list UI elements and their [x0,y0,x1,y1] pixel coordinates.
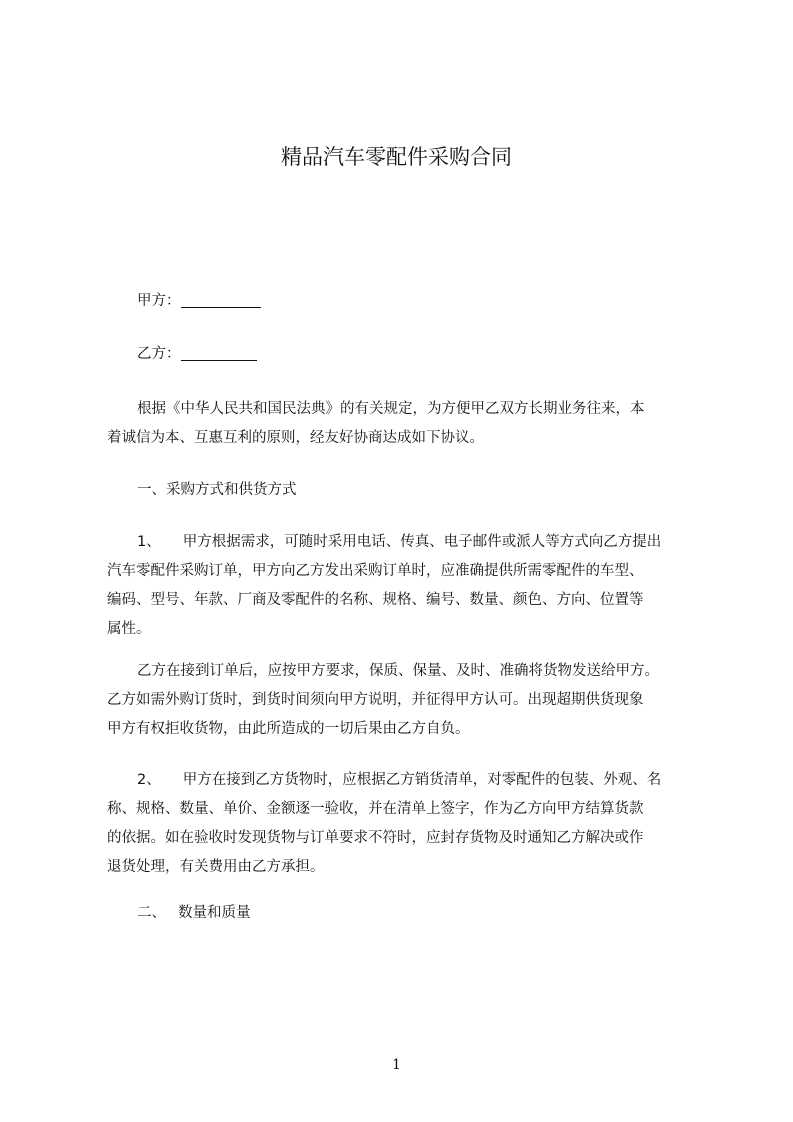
section-number: 二、 [137,905,166,921]
clause-2-paragraph [107,766,713,882]
clause-number: 1、 [137,534,161,550]
clause-line: 的依据。如在验收时发现货物与订单要求不符时，应封存货物及时通知乙方解决或作 [107,830,644,846]
page-number: 1 [392,1057,401,1073]
preamble-line: 着诚信为本、互惠互利的原则，经友好协商达成如下协议。 [107,430,484,446]
party-b-label: 乙方： [137,346,181,362]
party-b-blank [181,344,257,361]
section-heading-text: 数量和质量 [178,905,251,921]
clause-line: 属性。 [107,621,151,637]
party-b-field [107,340,713,369]
clause-line: 乙方在接到订单后，应按甲方要求，保质、保量、及时、准确将货物发送给甲方。 [137,663,659,679]
clause-number: 2、 [137,772,161,788]
preamble-line: 根据《中华人民共和国民法典》的有关规定，为方便甲乙双方长期业务往来，本 [137,401,645,417]
party-a-label: 甲方： [137,293,181,309]
clause-line: 甲方有权拒收货物，由此所造成的一切后果由乙方自负。 [107,721,470,737]
section-1-heading [107,476,713,505]
section-heading-text: 一、采购方式和供货方式 [137,482,297,498]
clause-line: 甲方在接到乙方货物时，应根据乙方销货清单，对零配件的包装、外观、名 [182,772,662,788]
clause-line: 汽车零配件采购订单，甲方向乙方发出采购订单时，应准确提供所需零配件的车型、 [107,563,644,579]
clause-line: 退货处理，有关费用由乙方承担。 [107,859,325,875]
section-2-heading [107,899,713,928]
clause-1b-paragraph [107,657,713,744]
party-a-field [107,287,713,316]
clause-line: 乙方如需外购订货时，到货时间须向甲方说明，并征得甲方认可。出现超期供货现象 [107,692,644,708]
clause-line: 称、规格、数量、单价、金额逐一验收，并在清单上签字，作为乙方向甲方结算货款 [107,801,644,817]
clause-line: 甲方根据需求，可随时采用电话、传真、电子邮件或派人等方式向乙方提出 [182,534,662,550]
clause-line: 编码、型号、年款、厂商及零配件的名称、规格、编号、数量、颜色、方向、位置等 [107,592,644,608]
party-a-blank [181,291,261,308]
preamble-paragraph [107,395,713,453]
document-title: 精品汽车零配件采购合同 [281,145,512,169]
clause-1-paragraph [107,528,713,644]
